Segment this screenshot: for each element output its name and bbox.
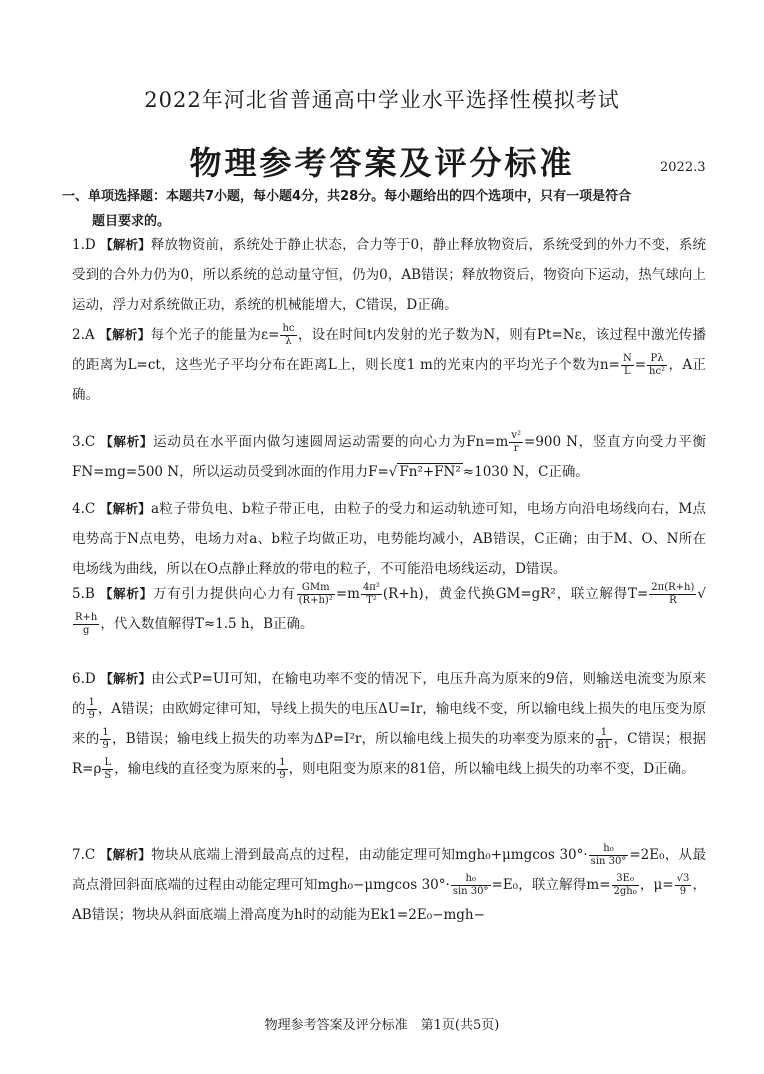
- analysis-tag: 【解析】: [100, 671, 152, 686]
- answer-7: [72, 840, 706, 930]
- answer-text: 每个光子的能量为ε=: [150, 327, 280, 343]
- answer-text: ，设在时间t内发射的光子数为N，则有Pt=Nε，该过程中激光传播的距离为L=ct，这些光子平均分布在距离L上，则长度1 m的光束内的平均光子个数为n=: [72, 327, 706, 373]
- answer-text: ，A正确。: [72, 357, 707, 403]
- fraction: [612, 873, 639, 898]
- answer-1: [72, 230, 706, 320]
- numerator: Pλ: [647, 353, 667, 366]
- numerator: 3E₀: [612, 873, 639, 886]
- page-footer: 物理参考答案及评分标准 第1页(共5页): [264, 1018, 500, 1033]
- answer-text: =900 N，竖直方向受力平衡FN=mg=500 N，所以运动员受到冰面的作用力F=√: [72, 434, 706, 480]
- sqrt-radicand: Fn²+FN²: [399, 464, 461, 480]
- numerator: v²: [511, 430, 522, 441]
- denominator: 9: [279, 770, 286, 781]
- answer-text: a粒子带负电、b粒子带正电，由粒子的受力和运动轨迹可知，电场方向沿电场线向右，M点电势高于N点电势，电场力对a、b粒子均做正功，电势能均减小，AB错误，C正确；由于M、O、N所在电场线为曲线，所以在O点静止释放的带电的粒子，不可能沿电场线运动，D错误。: [72, 501, 706, 577]
- numerator: √3: [676, 873, 690, 884]
- answer-text: ，A错误；由欧姆定律可知，导线上损失的电压ΔU=Ir，输电线不变，所以输电线上损失的电压变为原来的: [72, 701, 706, 747]
- answer-number: 4.C: [72, 501, 96, 517]
- denominator: 9: [679, 886, 687, 897]
- fraction: [277, 757, 287, 782]
- denominator: sin 30°: [452, 886, 489, 897]
- fraction: [297, 582, 335, 607]
- denominator: R: [669, 595, 677, 606]
- numerator: N: [622, 353, 632, 364]
- answer-text: ，代入数值解得T≈1.5 h，B正确。: [100, 616, 314, 632]
- fraction: [649, 582, 696, 607]
- answer-text: 万有引力提供向心力有: [152, 586, 296, 602]
- numerator: 1: [596, 727, 613, 740]
- denominator: 9: [102, 740, 109, 751]
- answer-3: [72, 427, 706, 487]
- answer-text: 释放物资前，系统处于静止状态，合力等于0，静止释放物资后，系统受到的外力不变，系统受到的合外力仍为0，所以系统的总动量守恒，仍为0，AB错误；释放物资后，物资向下运动，热气球向上运动，浮力对系统做正功，系统的机械能增大，C错误，D正确。: [72, 237, 706, 313]
- answer-number: 7.C: [72, 847, 96, 863]
- fraction: [647, 353, 667, 378]
- fraction: [596, 727, 613, 752]
- denominator: S: [104, 770, 112, 781]
- answer-text: ，C错误；根据R=ρ: [72, 731, 707, 777]
- fraction: [361, 582, 382, 607]
- denominator: (R+h)²: [298, 595, 333, 606]
- denominator: 2gh₀: [613, 886, 637, 897]
- denominator: T²: [366, 595, 377, 606]
- fraction: [621, 353, 634, 378]
- answer-text: 物块从底端上滑到最高点的过程，由动能定理可知mgh₀+μmgcos 30°·: [151, 847, 588, 863]
- answer-number: 3.C: [72, 434, 96, 450]
- analysis-tag: 【解析】: [99, 847, 152, 862]
- denominator: 9: [88, 710, 95, 721]
- answer-text: ，AB错误；物块从斜面底端上滑高度为h时的动能为Ek1=2E₀−mgh−: [72, 877, 706, 923]
- denominator: r: [513, 443, 519, 454]
- answer-text: =E₀，联立解得m=: [491, 877, 611, 893]
- answer-text: =: [634, 357, 647, 373]
- sqrt-sign: √: [697, 586, 706, 602]
- analysis-tag: 【解析】: [100, 237, 151, 252]
- answer-text: ，B错误；输电线上损失的功率为ΔP=I²r，所以输电线上损失的功率变为原来的: [111, 731, 595, 747]
- page-title: 物理参考答案及评分标准: [189, 144, 575, 182]
- fraction: [100, 727, 110, 752]
- fraction: [102, 757, 113, 782]
- fraction: [87, 697, 97, 722]
- answer-text: 运动员在水平面内做匀速圆周运动需要的向心力为Fn=m: [153, 434, 509, 450]
- fraction: [589, 843, 629, 868]
- answer-5: [72, 579, 706, 639]
- numerator: h₀: [589, 843, 629, 856]
- date-label: 2022.3: [660, 160, 706, 175]
- analysis-tag: 【解析】: [100, 434, 154, 449]
- answer-text: ，则电阻变为原来的81倍，所以输电线上损失的功率不变，D正确。: [288, 761, 695, 777]
- answer-text: ，μ=: [639, 877, 674, 893]
- section-heading: [62, 184, 712, 234]
- numerator: R+h: [75, 612, 98, 623]
- analysis-tag: 【解析】: [99, 586, 153, 601]
- numerator: 2π(R+h): [651, 582, 695, 593]
- denominator: 81: [597, 740, 611, 751]
- answer-6: [72, 664, 706, 784]
- numerator: 1: [279, 757, 286, 768]
- fraction: [280, 323, 296, 348]
- numerator: 1: [102, 727, 109, 738]
- section-heading-line1: 一、单项选择题：本题共7小题，每小题4分，共28分。每小题给出的四个选项中，只有一项是符合: [62, 189, 632, 204]
- answer-text: ≈1030 N，C正确。: [462, 464, 589, 480]
- denominator: λ: [285, 336, 292, 347]
- denominator: L: [624, 366, 631, 377]
- answer-number: 5.B: [72, 586, 95, 602]
- fraction: [509, 430, 523, 455]
- denominator: sin 30°: [590, 856, 627, 867]
- answer-4: [72, 494, 706, 584]
- numerator: GMm: [297, 582, 335, 595]
- answer-number: 1.D: [72, 237, 96, 253]
- fraction: [675, 873, 692, 898]
- answer-number: 2.A: [72, 327, 95, 343]
- answer-text: =m: [335, 586, 360, 602]
- answer-number: 6.D: [72, 671, 96, 687]
- analysis-tag: 【解析】: [99, 501, 151, 516]
- answer-text: =2E₀，从最高点滑回斜面底端的过程由动能定理可知mgh₀−μmgcos 30°·: [72, 847, 706, 893]
- numerator: hc: [282, 323, 295, 334]
- answer-text: (R+h)，黄金代换GM=gR²，联立解得T=: [382, 586, 649, 602]
- analysis-tag: 【解析】: [99, 327, 151, 342]
- fraction: [451, 873, 491, 898]
- answer-2: [72, 320, 706, 410]
- numerator: L: [102, 757, 113, 770]
- denominator: hc²: [649, 366, 666, 377]
- denominator: g: [82, 625, 90, 636]
- fraction: [73, 612, 99, 637]
- answer-text: 由公式P=UI可知，在输电功率不变的情况下，电压升高为原来的9倍，则输送电流变为原来的: [72, 671, 706, 717]
- numerator: h₀: [451, 873, 491, 886]
- section-heading-line2: 题目要求的。: [92, 214, 171, 229]
- exam-title: 2022年河北省普通高中学业水平选择性模拟考试: [144, 88, 620, 112]
- numerator: 4π²: [362, 582, 380, 593]
- numerator: 1: [88, 697, 95, 708]
- answer-text: ，输电线的直径变为原来的: [114, 761, 277, 777]
